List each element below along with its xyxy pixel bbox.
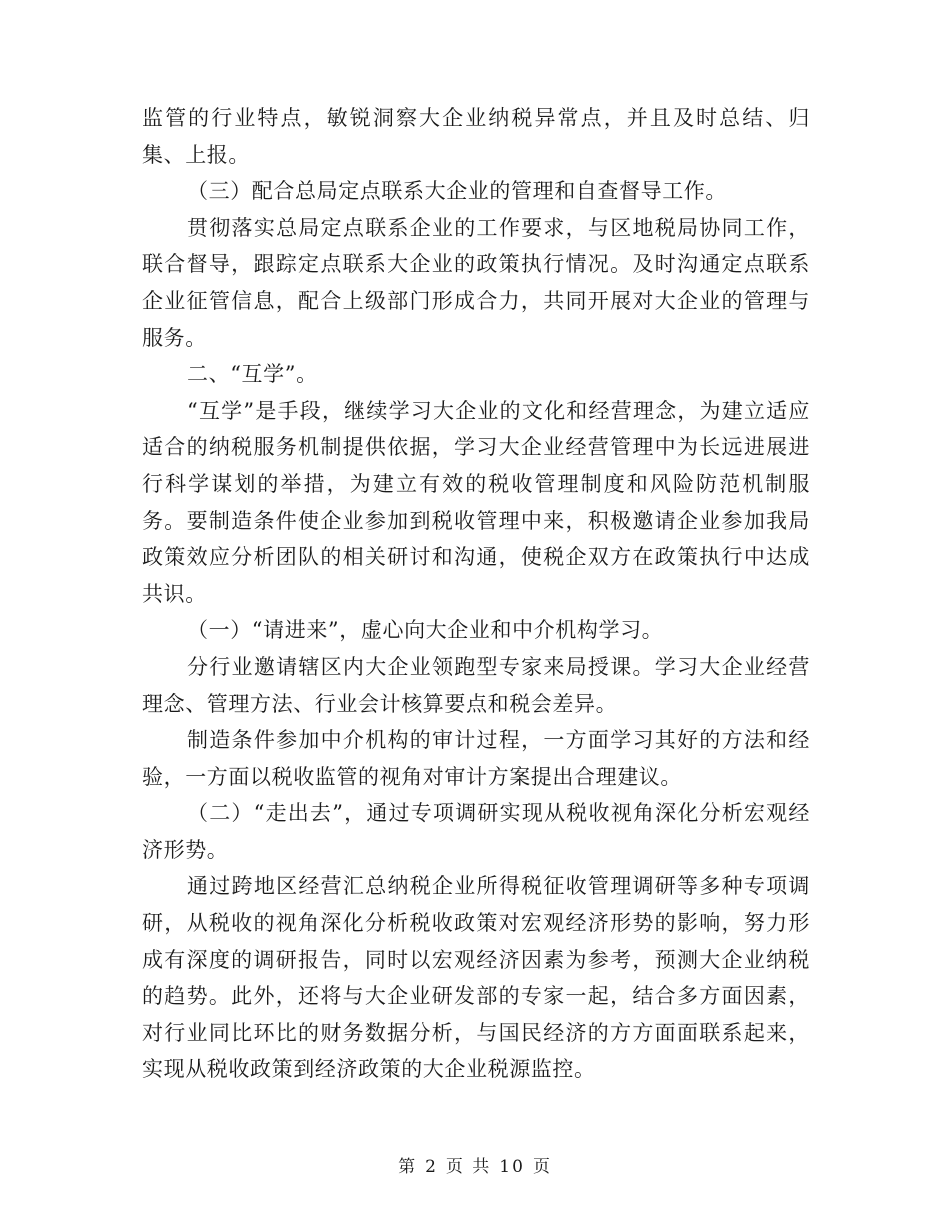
page-footer: [0, 1152, 950, 1177]
footer-total-pages: 10: [499, 1157, 525, 1177]
document-body: [142, 100, 810, 1088]
footer-middle: 页 共: [445, 1157, 492, 1177]
footer-current-page: 2: [425, 1157, 438, 1177]
section-heading-3: （三）配合总局定点联系大企业的管理和自查督导工作。: [187, 179, 727, 204]
paragraph-10: 通过跨地区经营汇总纳税企业所得税征收管理调研等多种专项调研，从税收的视角深化分析税收政策对宏观经济形势的影响，努力形成有深度的调研报告，同时以宏观经济因素为参考，预测大企业纳税的趋势。此外，还将与大企业研发部的专家一起，结合多方面因素，对行业同比环比的财务数据分析，与国民经济的方方面面联系起来，实现从税收政策到经济政策的大企业税源监控。: [142, 874, 810, 1082]
footer-prefix: 第: [398, 1157, 418, 1177]
paragraph-1: 监管的行业特点，敏锐洞察大企业纳税异常点，并且及时总结、归集、上报。: [142, 106, 810, 167]
subsection-heading-2: （二）“走出去”，通过专项调研实现从税收视角深化分析宏观经济形势。: [142, 801, 810, 862]
footer-suffix: 页: [532, 1157, 552, 1177]
section-heading-mutual-learning: 二、“互学”。: [187, 362, 318, 387]
paragraph-7: 分行业邀请辖区内大企业领跑型专家来局授课。学习大企业经营理念、管理方法、行业会计核算要点和税会差异。: [142, 654, 810, 716]
paragraph-3: 贯彻落实总局定点联系企业的工作要求，与区地税局协同工作，联合督导，跟踪定点联系大企业的政策执行情况。及时沟通定点联系企业征管信息，配合上级部门形成合力，共同开展对大企业的管理与服务。: [142, 215, 810, 350]
subsection-heading-1: （一）“请进来”，虚心向大企业和中介机构学习。: [187, 618, 664, 643]
paragraph-5: “互学”是手段，继续学习大企业的文化和经营理念，为建立适应适合的纳税服务机制提供依据，学习大企业经营管理中为长远进展进行科学谋划的举措，为建立有效的税收管理制度和风险防范机制服务。要制造条件使企业参加到税收管理中来，积极邀请企业参加我局政策效应分析团队的相关研讨和沟通，使税企双方在政策执行中达成共识。: [142, 398, 810, 606]
paragraph-8: 制造条件参加中介机构的审计过程，一方面学习其好的方法和经验，一方面以税收监管的视角对审计方案提出合理建议。: [142, 728, 810, 789]
